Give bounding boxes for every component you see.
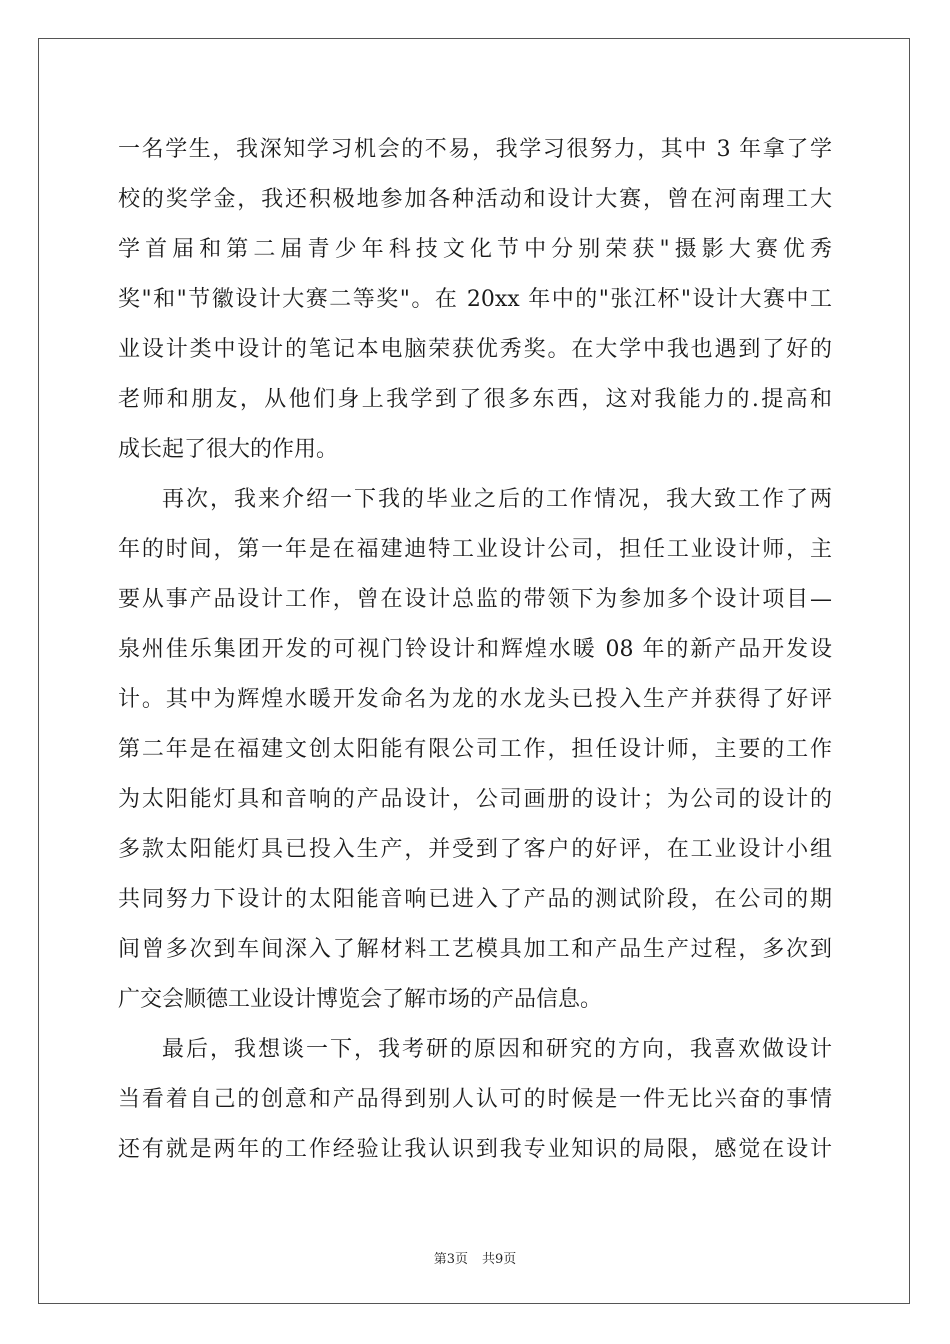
- paragraph1-line-3: 学首届和第二届青少年科技文化节中分别荣获"摄影大赛优秀: [118, 237, 832, 262]
- paragraph2-line-6: 第二年是在福建文创太阳能有限公司工作，担任设计师，主要的工作: [118, 737, 832, 762]
- page-number: 第3页: [433, 1252, 468, 1267]
- paragraph2-line-5: 计。其中为辉煌水暖开发命名为龙的水龙头已投入生产并获得了好评: [118, 687, 832, 712]
- paragraph2-line-1: 再次，我来介绍一下我的毕业之后的工作情况，我大致工作了两: [162, 487, 832, 512]
- paragraph1-line-1: 一名学生，我深知学习机会的不易，我学习很努力，其中 3 年拿了学: [118, 137, 832, 162]
- paragraph2-line-8: 多款太阳能灯具已投入生产，并受到了客户的好评，在工业设计小组: [118, 837, 832, 862]
- paragraph2-line-2: 年的时间，第一年是在福建迪特工业设计公司，担任工业设计师，主: [118, 537, 832, 562]
- paragraph2-line-9: 共同努力下设计的太阳能音响已进入了产品的测试阶段，在公司的期: [118, 887, 832, 912]
- paragraph2-line-3: 要从事产品设计工作，曾在设计总监的带领下为参加多个设计项目—: [118, 587, 832, 612]
- paragraph2-line-7: 为太阳能灯具和音响的产品设计，公司画册的设计；为公司的设计的: [118, 787, 832, 812]
- paragraph3-line-1: 最后，我想谈一下，我考研的原因和研究的方向，我喜欢做设计: [162, 1037, 832, 1062]
- paragraph2-line-11: 广交会顺德工业设计博览会了解市场的产品信息。: [118, 987, 603, 1012]
- paragraph1-line-2: 校的奖学金，我还积极地参加各种活动和设计大赛，曾在河南理工大: [118, 187, 832, 212]
- page-footer: [0, 1248, 950, 1267]
- paragraph3-line-2: 当看着自己的创意和产品得到别人认可的时候是一件无比兴奋的事情: [118, 1087, 832, 1112]
- paragraph1-line-7: 成长起了很大的作用。: [118, 437, 339, 462]
- paragraph2-line-4: 泉州佳乐集团开发的可视门铃设计和辉煌水暖 08 年的新产品开发设: [118, 637, 832, 662]
- paragraph1-line-4: 奖"和"节徽设计大赛二等奖"。在 20xx 年中的"张江杯"设计大赛中工: [118, 287, 832, 312]
- paragraph1-line-5: 业设计类中设计的笔记本电脑荣获优秀奖。在大学中我也遇到了好的: [118, 337, 832, 362]
- paragraph3-line-3: 还有就是两年的工作经验让我认识到我专业知识的局限，感觉在设计: [118, 1137, 832, 1162]
- page-total: 共9页: [482, 1252, 517, 1267]
- paragraph2-line-10: 间曾多次到车间深入了解材料工艺模具加工和产品生产过程，多次到: [118, 937, 832, 962]
- paragraph1-line-6: 老师和朋友，从他们身上我学到了很多东西，这对我能力的.提高和: [118, 387, 832, 412]
